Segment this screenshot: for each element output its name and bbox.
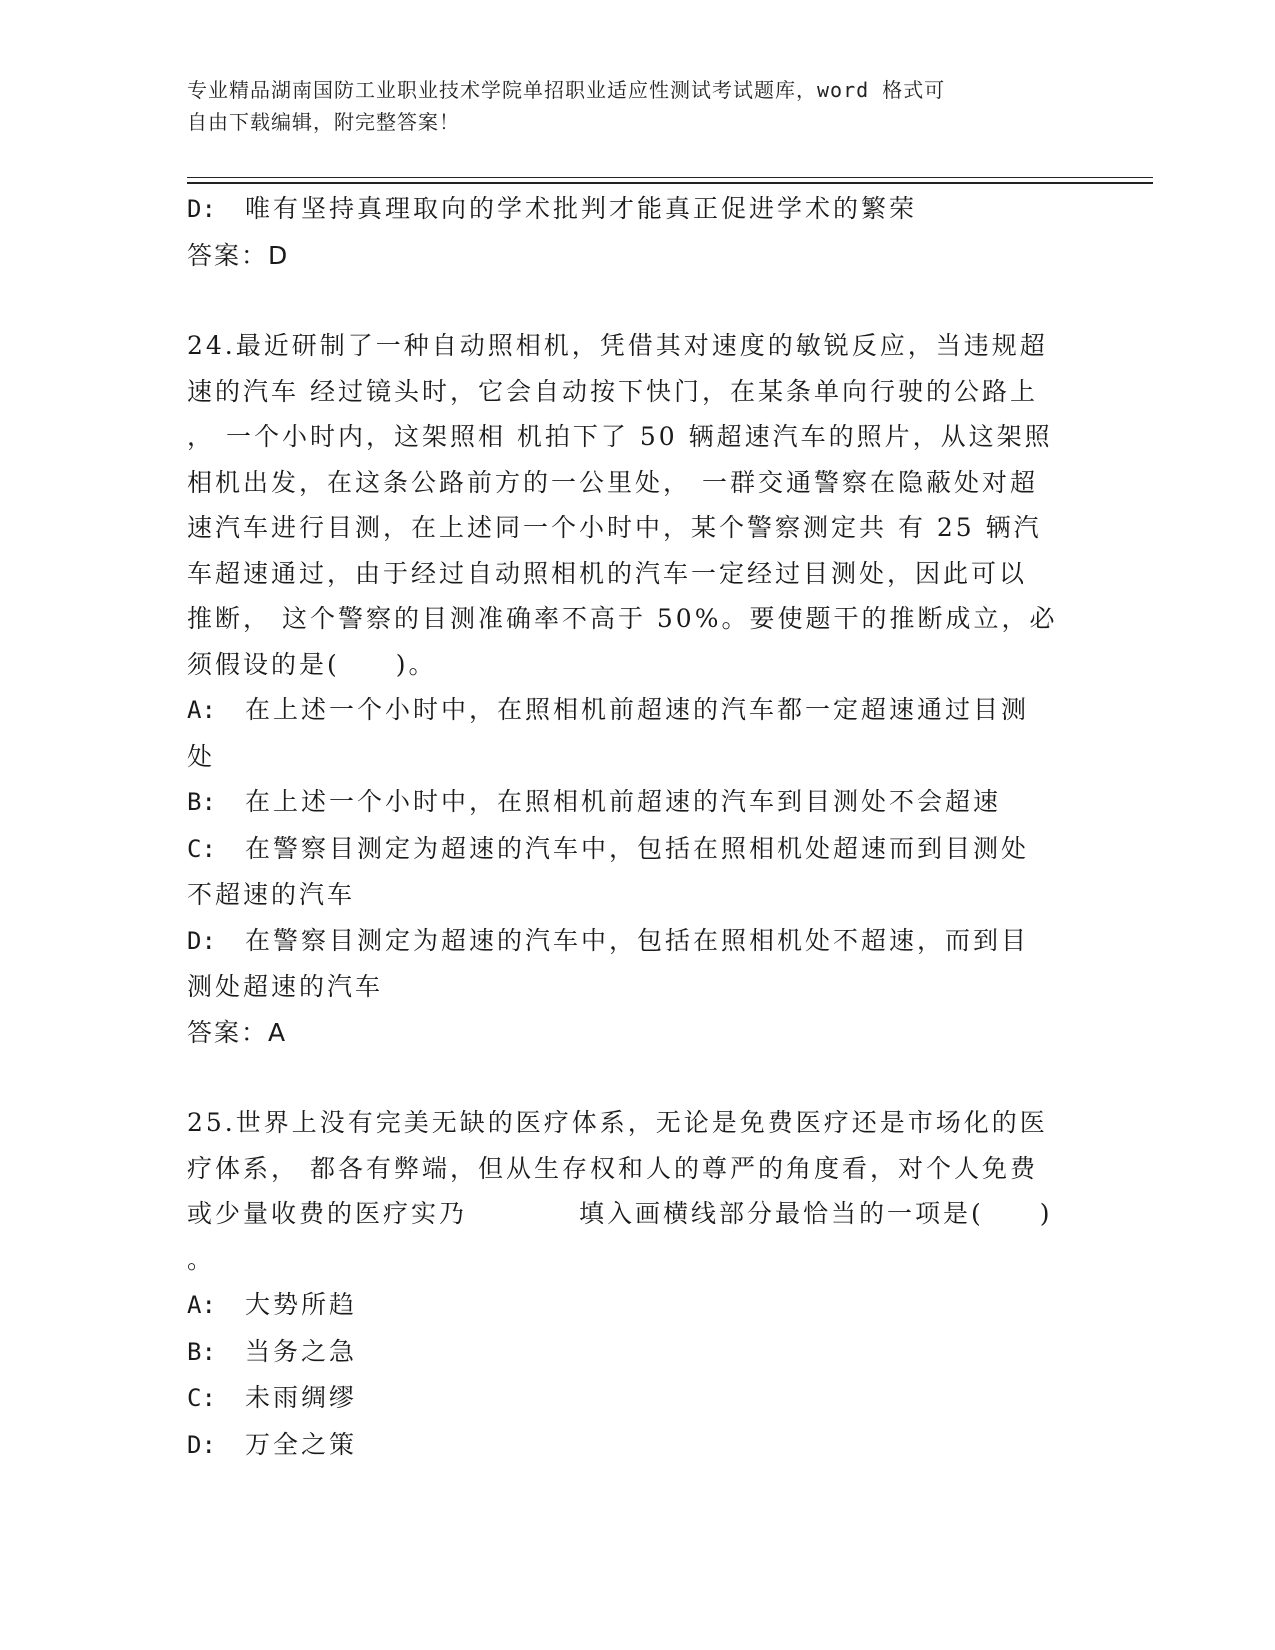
- option-text: 大势所趋: [245, 1290, 358, 1319]
- q24-option-a: [187, 687, 1067, 734]
- q24-option-d-cont: 测处超速的汽车: [187, 972, 384, 1001]
- q25-option-c: [187, 1375, 1067, 1422]
- q24-stem-line: 24.最近研制了一种自动照相机，凭借其对速度的敏锐反应，当违规超: [187, 331, 1048, 360]
- header-line-1: 专业精品湖南国防工业职业技术学院单招职业适应性测试考试题库，word 格式可: [187, 78, 946, 102]
- option-text: 在警察目测定为超速的汽车中，包括在照相机处不超速，而到目: [245, 925, 1030, 955]
- q25-option-a: [187, 1282, 1067, 1329]
- prev-option-d: [187, 186, 1067, 233]
- option-text: 在上述一个小时中，在照相机前超速的汽车到目测处不会超速: [245, 787, 1002, 816]
- q24-stem-line: 须假设的是( )。: [187, 649, 437, 679]
- q24-option-c-cont: 不超速的汽车: [187, 880, 356, 909]
- question-25: [187, 1100, 1067, 1468]
- option-letter: D:: [187, 926, 216, 955]
- q24-option-a-cont: 处: [187, 741, 216, 771]
- document-header: [187, 74, 1067, 138]
- option-letter: C:: [187, 1384, 216, 1412]
- option-text: 在警察目测定为超速的汽车中，包括在照相机处超速而到目测处: [245, 833, 1030, 863]
- q24-answer: 答案：A: [187, 1017, 288, 1047]
- header-line-2: 自由下载编辑，附完整答案！: [187, 110, 460, 134]
- q24-stem-line: 相机出发，在这条公路前方的一公里处， 一群交通警察在隐蔽处对超: [187, 467, 1038, 497]
- option-text: 万全之策: [245, 1429, 358, 1459]
- q24-option-b: [187, 779, 1067, 826]
- option-letter: D:: [187, 1430, 216, 1459]
- question-gap: [187, 278, 1067, 323]
- q25-stem-line: 。: [187, 1244, 216, 1274]
- q25-stem-line: 或少量收费的医疗实乃 填入画横线部分最恰当的一项是( ): [187, 1199, 1053, 1228]
- q24-stem-line: 车超速通过，由于经过自动照相机的汽车一定经过目测处，因此可以: [187, 558, 1028, 588]
- header-rule-thin: [187, 177, 1153, 178]
- option-text: 唯有坚持真理取向的学术批判才能真正促进学术的繁荣: [245, 194, 918, 223]
- q25-stem-line: 疗体系， 都各有弊端，但从生存权和人的尊严的角度看，对个人免费: [187, 1153, 1038, 1183]
- q24-stem-line: 速的汽车 经过镜头时，它会自动按下快门，在某条单向行驶的公路上: [187, 376, 1038, 406]
- q25-option-b: [187, 1329, 1067, 1376]
- option-letter: A:: [187, 1291, 216, 1319]
- q24-stem-line: 速汽车进行目测，在上述同一个小时中，某个警察测定共 有 25 辆汽: [187, 513, 1042, 542]
- option-letter: B:: [187, 788, 216, 816]
- option-letter: D:: [187, 195, 216, 223]
- question-gap: [187, 1055, 1067, 1100]
- option-letter: C:: [187, 834, 216, 863]
- q24-stem-line: 推断， 这个警察的目测准确率不高于 50%。要使题干的推断成立，必: [187, 604, 1058, 633]
- question-24: [187, 323, 1067, 1055]
- header-rule-thick: [187, 182, 1153, 184]
- option-letter: B:: [187, 1337, 216, 1366]
- document-body: [187, 186, 1067, 1468]
- q24-option-c: [187, 826, 1067, 873]
- option-text: 当务之急: [245, 1336, 358, 1366]
- option-text: 未雨绸缪: [245, 1383, 358, 1412]
- q25-stem-line: 25.世界上没有完美无缺的医疗体系，无论是免费医疗还是市场化的医: [187, 1108, 1048, 1137]
- prev-answer: 答案：D: [187, 240, 290, 270]
- option-letter: A:: [187, 696, 216, 724]
- option-text: 在上述一个小时中，在照相机前超速的汽车都一定超速通过目测: [245, 695, 1030, 724]
- q25-option-d: [187, 1422, 1067, 1469]
- q24-option-d: [187, 918, 1067, 965]
- q24-stem-line: ， 一个小时内，这架照相 机拍下了 50 辆超速汽车的照片，从这架照: [187, 422, 1053, 451]
